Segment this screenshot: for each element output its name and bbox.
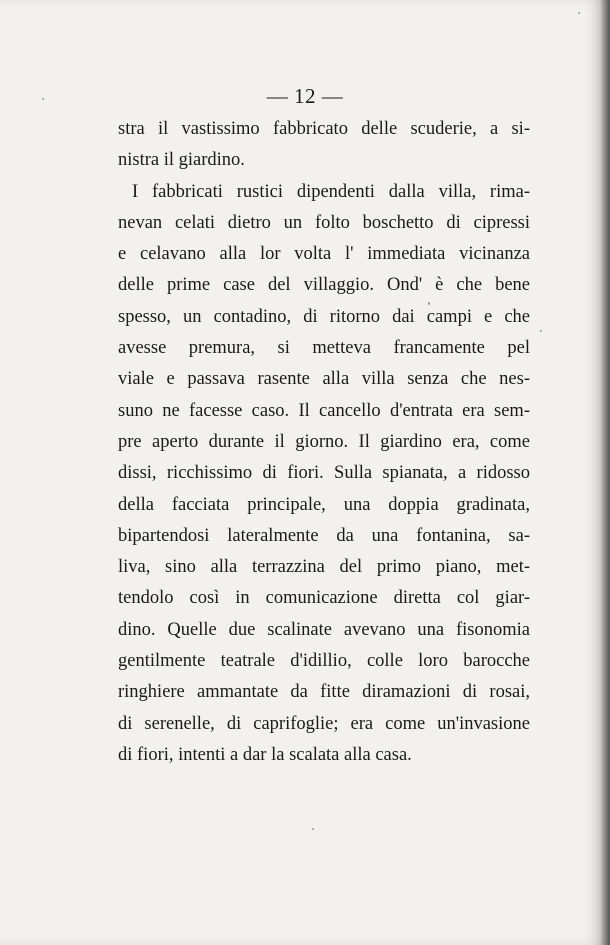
text-line: e celavano alla lor volta l' immediata vicinanza [118, 244, 530, 265]
text-line: di serenelle, di caprifoglie; era come un'invasione [118, 713, 530, 734]
paper-speck [578, 12, 580, 14]
text-line: bipartendosi lateralmente da una fontanina, sa- [118, 525, 530, 546]
text-line: spesso, un contadino, di ritorno dai campi e che [118, 306, 530, 327]
text-line: viale e passava rasente alla villa senza che nes- [118, 369, 530, 390]
page-edge-shadow [600, 0, 610, 945]
paper-speck [428, 302, 430, 305]
text-line: delle prime case del villaggio. Ond' è che bene [118, 275, 530, 296]
text-line: I fabbricati rustici dipendenti dalla villa, rima- [132, 181, 530, 202]
text-line: gentilmente teatrale d'idillio, colle loro barocche [118, 651, 530, 672]
text-line: dissi, ricchissimo di fiori. Sulla spianata, a ridosso [118, 463, 530, 484]
text-line: nistra il giardino. [118, 150, 245, 171]
text-line: liva, sino alla terrazzina del primo piano, met- [118, 557, 530, 578]
text-line: ringhiere ammantate da fitte diramazioni di rosai, [118, 682, 530, 703]
paper-speck [42, 98, 44, 100]
text-line: pre aperto durante il giorno. Il giardino era, come [118, 431, 530, 452]
text-line: dino. Quelle due scalinate avevano una fisonomia [118, 619, 530, 640]
paper-speck [540, 330, 542, 332]
text-line: nevan celati dietro un folto boschetto di cipressi [118, 212, 530, 233]
text-line: tendolo così in comunicazione diretta col giar- [118, 588, 530, 609]
body-text [118, 114, 530, 771]
paper-speck [312, 828, 314, 830]
text-line: di fiori, intenti a dar la scalata alla casa. [118, 744, 412, 765]
text-line: suno ne facesse caso. Il cancello d'entrata era sem- [118, 400, 530, 421]
text-line: della facciata principale, una doppia gradinata, [118, 494, 530, 515]
text-line: avesse premura, si metteva francamente pel [118, 338, 530, 359]
text-line: stra il vastissimo fabbricato delle scuderie, a si- [118, 119, 530, 139]
page-number: — 12 — [266, 84, 344, 108]
